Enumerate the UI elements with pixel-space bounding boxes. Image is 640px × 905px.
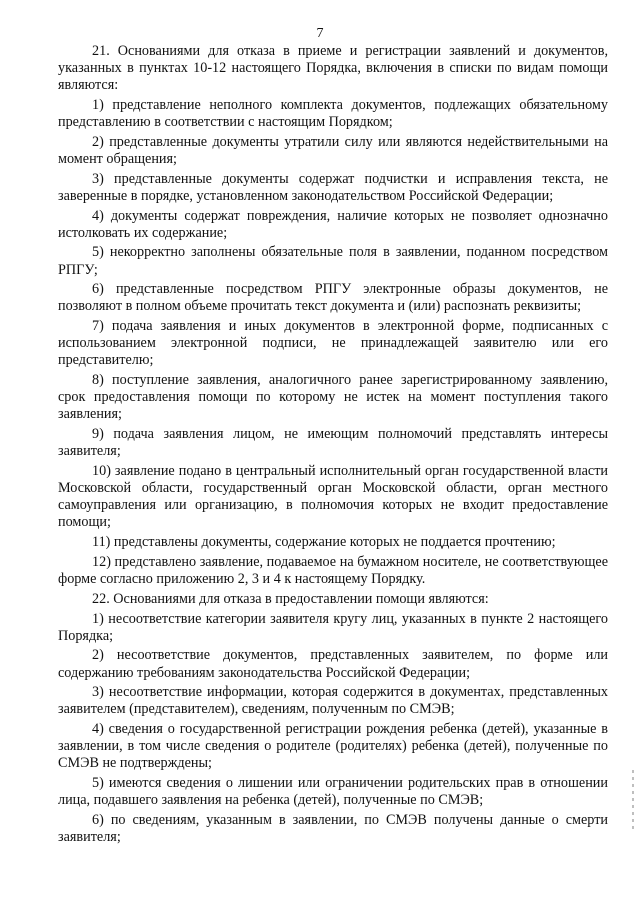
clause-22-item-5: 5) имеются сведения о лишении или ограничении родительских прав в отношении лица, подавшего заявления на ребенка (детей), полученные по СМЭВ; xyxy=(58,775,608,809)
clause-21-item-7: 7) подача заявления и иных документов в электронной форме, подписанных с использованием электронной подписи, не принадлежащей заявителю или его представителю; xyxy=(58,318,608,369)
clause-21-item-3: 3) представленные документы содержат подчистки и исправления текста, не заверенные в порядке, установленном законодательством Российской Федерации; xyxy=(58,170,608,204)
page-number: 7 xyxy=(316,26,324,41)
clause-21-item-9: 9) подача заявления лицом, не имеющим полномочий представлять интересы заявителя; xyxy=(58,426,608,460)
document-body xyxy=(58,43,608,849)
clause-21-item-4: 4) документы содержат повреждения, наличие которых не позволяет однозначно истолковать их содержание; xyxy=(58,207,608,241)
clause-22-item-6: 6) по сведениям, указанным в заявлении, по СМЭВ получены данные о смерти заявителя; xyxy=(58,812,608,846)
clause-21-item-11: 11) представлены документы, содержание которых не поддается прочтению; xyxy=(92,534,556,551)
clause-22-item-3: 3) несоответствие информации, которая содержится в документах, представленных заявителем (представителем), сведениям, полученным по СМЭВ; xyxy=(58,684,608,718)
clause-22-item-4: 4) сведения о государственной регистрации рождения ребенка (детей), указанные в заявлении, в том числе сведения о родителе (родителях) ребенка (детей), полученные по СМЭВ не подтверждены; xyxy=(58,721,608,772)
clause-21-item-10: 10) заявление подано в центральный исполнительный орган государственной власти Московской области, государственный орган Московской области, орган местного самоуправления или организацию, в полномочия которых не входит предоставление помощи; xyxy=(58,463,608,531)
clause-21-item-12: 12) представлено заявление, подаваемое на бумажном носителе, не соответствующее форме согласно приложению 2, 3 и 4 к настоящему Порядку. xyxy=(58,553,608,587)
clause-22-item-2: 2) несоответствие документов, представленных заявителем, по форме или содержанию требованиям законодательства Российской Федерации; xyxy=(58,647,608,681)
clause-21-item-1: 1) представление неполного комплекта документов, подлежащих обязательному представлению в соответствии с настоящим Порядком; xyxy=(58,96,608,131)
clause-22-item-1: 1) несоответствие категории заявителя кругу лиц, указанных в пункте 2 настоящего Порядка; xyxy=(58,610,608,644)
clause-21-item-6: 6) представленные посредством РПГУ электронные образы документов, не позволяют в полном объеме прочитать текст документа и (или) распознать реквизиты; xyxy=(58,281,608,315)
clause-22-heading: 22. Основаниями для отказа в предоставлении помощи являются: xyxy=(92,590,489,607)
scan-edge-mark xyxy=(632,770,634,830)
clause-21-item-8: 8) поступление заявления, аналогичного ранее зарегистрированному заявлению, срок предоставления помощи по которому не истек на момент поступления такого заявления; xyxy=(58,372,608,423)
clause-21-item-5: 5) некорректно заполнены обязательные поля в заявлении, поданном посредством РПГУ; xyxy=(58,244,608,278)
clause-21-item-2: 2) представленные документы утратили силу или являются недействительными на момент обращения; xyxy=(58,133,608,167)
clause-21-heading: 21. Основаниями для отказа в приеме и регистрации заявлений и документов, указанных в пунктах 10-12 настоящего Порядка, включения в списки по видам помощи являются: xyxy=(58,43,608,94)
